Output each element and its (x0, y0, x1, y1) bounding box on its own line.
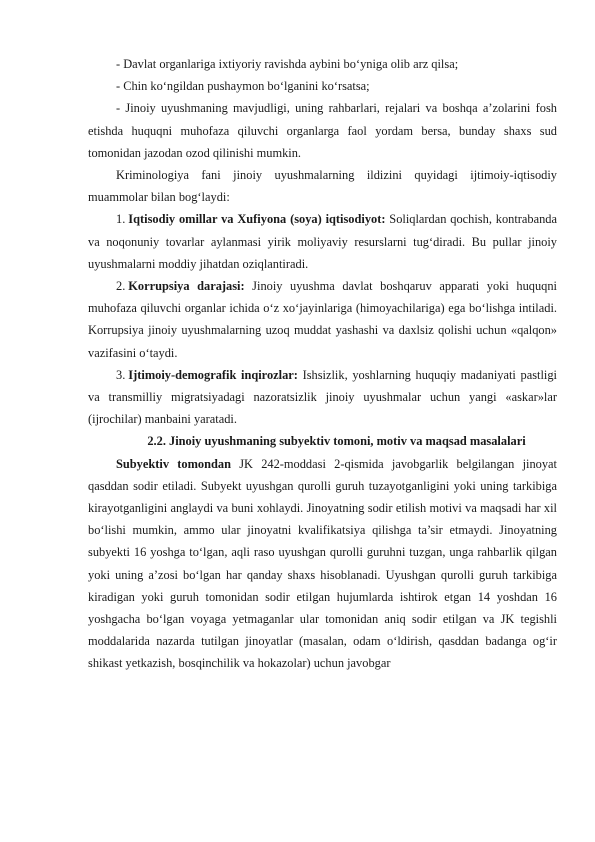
document-page (88, 53, 557, 675)
paragraph-lead-term: Subyektiv tomondan (116, 456, 231, 471)
list-item-title: Ijtimoiy-demografik inqirozlar: (128, 367, 298, 382)
list-item-social-demographic (88, 364, 557, 431)
paragraph-subjective-side (88, 453, 557, 675)
list-item-text: Ishsizlik, yoshlarning huquqiy madaniyati pastligi va transmilliy migratsiyadagi nazoratsizlik jinoiy uyushmalar uchun yangi «askar»lar (ijrochilar) manbaini yaratadi. (88, 367, 557, 427)
paragraph-active-assistance: - Jinoiy uyushmaning mavjudligi, uning rahbarlari, rejalari va boshqa a’zolarini fosh etishda huquqni muhofaza qiluvchi organlarga faol yordam bersa, bunday shaxs sud tomonidan jazodan ozod qilinishi mumkin. (88, 101, 557, 160)
list-item-economic-factors (88, 208, 557, 275)
paragraph-repentance: - Chin ko‘ngildan pushaymon bo‘lganini ko‘rsatsa; (116, 79, 370, 94)
list-number: 1. (116, 212, 126, 227)
section-heading: 2.2. Jinoiy uyushmaning subyektiv tomoni, motiv va maqsad masalalari (147, 434, 526, 449)
list-item-text: Jinoiy uyushma davlat boshqaruv apparati yoki huquqni muhofaza qiluvchi organlar ichida o‘z xo‘jayinlariga (himoyachilariga) ega bo‘lishga intiladi. Korrupsiya jinoiy uyushmalarning uzoq muddat yashashi va daxlsiz qolishi uchun «qalqon» vazifasini o‘taydi. (88, 279, 557, 360)
list-item-text: Soliqlardan qochish, kontrabanda va noqonuniy tovarlar aylanmasi yirik moliyaviy resurslarni tug‘diradi. Bu pullar jinoiy uyushmalarni moddiy jihatdan oziqlantiradi. (88, 212, 557, 271)
list-item-corruption (88, 275, 557, 364)
paragraph-body: JK 242-moddasi 2-qismida javobgarlik belgilangan jinoyat qasddan sodir etiladi. Subyekt uyushgan qurolli guruh tuzayotganligini yoki uning tarkibiga kirayotganligini anglaydi va buni xohlaydi. Jinoyatning sodir etilish motivi va maqsadi har xil bo‘lishi mumkin, ammo ular jinoyatni kvalifikatsiya qilishga ta’sir etmaydi. Jinoyatning subyekti 16 yoshga to‘lgan, aqli raso uyushgan qurolli guruhni tuzgan, unga rahbarlik qilgan yoki uning a’zosi bo‘lgan har qanday shaxs hisoblanadi. Uyushgan qurolli guruh tarkibiga kiradigan yoki guruh tomonidan sodir etilgan hujumlarda ishtirok etgan 14 yoshdan 16 yoshgacha bo‘lgan voyaga yetmaganlar ular tomonidan aniq sodir etilgan va JK tegishli moddalarida nazarda tutilgan jinoyatlar (masalan, odam o‘ldirish, qasddan badanga og‘ir shikast yetkazish, bosqinchilik va hokazolar) uchun javobgar (88, 456, 558, 671)
list-item-title: Korrupsiya darajasi: (128, 279, 245, 294)
list-number: 3. (116, 367, 126, 382)
paragraph-criminology-intro: Kriminologiya fani jinoiy uyushmalarning ildizini quyidagi ijtimoiy-iqtisodiy muammolar bilan bog‘laydi: (88, 168, 557, 205)
list-item-title: Iqtisodiy omillar va Xufiyona (soya) iqtisodiyot: (128, 212, 386, 227)
paragraph-voluntary-confession: - Davlat organlariga ixtiyoriy ravishda aybini bo‘yniga olib arz qilsa; (116, 57, 459, 71)
list-number: 2. (116, 279, 126, 294)
